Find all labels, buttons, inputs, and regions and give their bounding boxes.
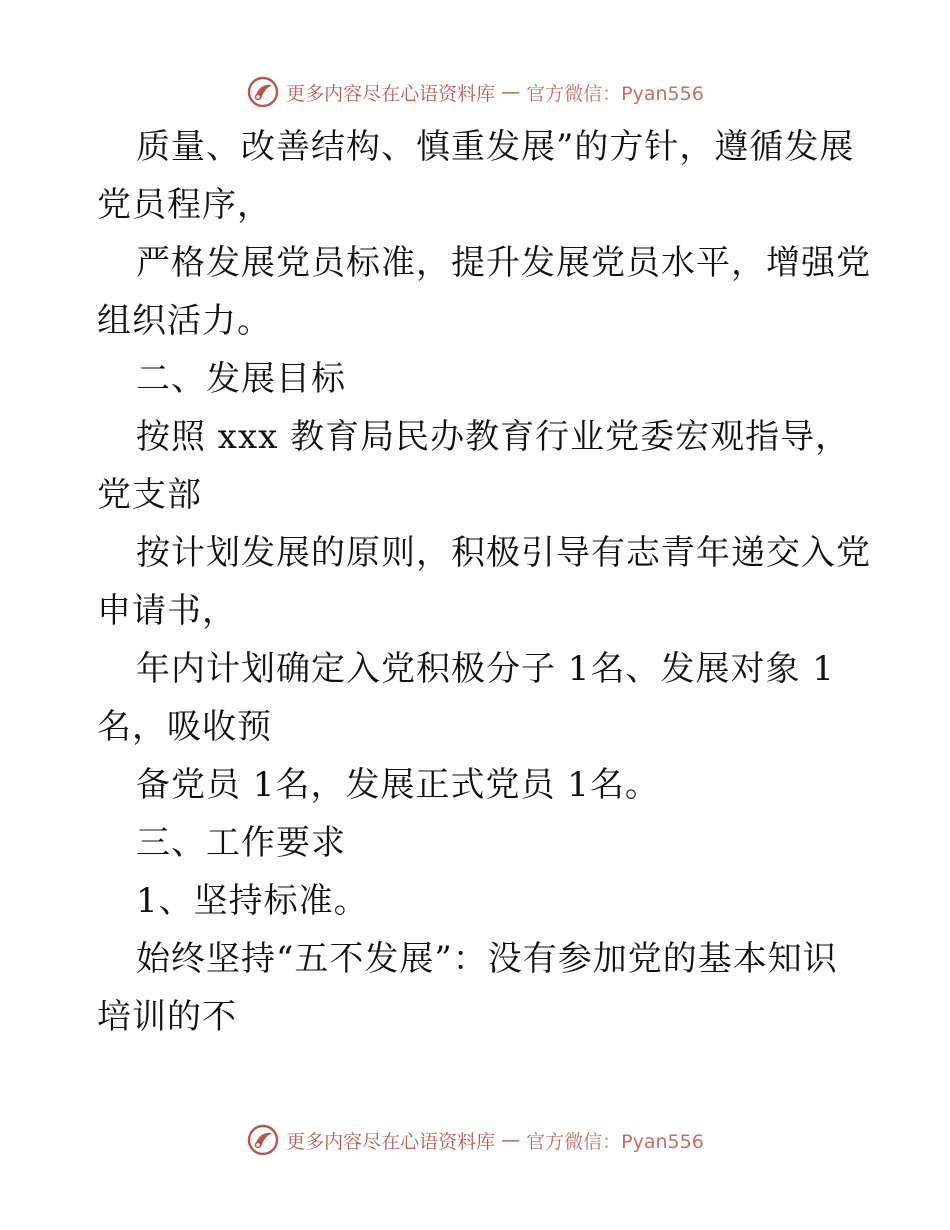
section-heading: 三、工作要求 bbox=[136, 823, 346, 863]
watermark-contact-text: 官方微信：Pyan556 bbox=[526, 82, 704, 105]
body-line: 培训的不 bbox=[97, 997, 237, 1037]
body-line: 组织活力。 bbox=[97, 301, 272, 341]
body-line: 按计划发展的原则，积极引导有志青年递交入党 bbox=[136, 533, 871, 573]
watermark-contact-text: 官方微信：Pyan556 bbox=[526, 1130, 704, 1153]
footer-watermark bbox=[0, 1120, 950, 1160]
body-line: 严格发展党员标准，提升发展党员水平，增强党 bbox=[136, 243, 871, 283]
watermark-site-text: 更多内容尽在心语资料库 bbox=[286, 1130, 496, 1153]
watermark-separator: — bbox=[501, 1129, 521, 1151]
body-line: 申请书， bbox=[97, 591, 237, 631]
watermark-site-text: 更多内容尽在心语资料库 bbox=[286, 82, 496, 105]
logo-icon bbox=[246, 1123, 280, 1157]
section-heading: 二、发展目标 bbox=[136, 359, 346, 399]
subsection-heading: 1、坚持标准。 bbox=[136, 881, 369, 921]
body-line: 党支部 bbox=[97, 475, 202, 515]
body-line: 按照 xxx 教育局民办教育行业党委宏观指导， bbox=[136, 417, 851, 457]
watermark-separator: — bbox=[501, 81, 521, 103]
header-watermark bbox=[0, 72, 950, 112]
body-line: 质量、改善结构、慎重发展”的方针，遵循发展 bbox=[136, 127, 855, 167]
logo-icon bbox=[246, 75, 280, 109]
body-line: 年内计划确定入党积极分子 1名、发展对象 1 bbox=[136, 649, 835, 689]
body-line: 名，吸收预 bbox=[97, 707, 272, 747]
body-line: 备党员 1名，发展正式党员 1名。 bbox=[136, 765, 660, 805]
body-line: 党员程序， bbox=[97, 185, 272, 225]
body-line: 始终坚持“五不发展”：没有参加党的基本知识 bbox=[136, 939, 838, 979]
